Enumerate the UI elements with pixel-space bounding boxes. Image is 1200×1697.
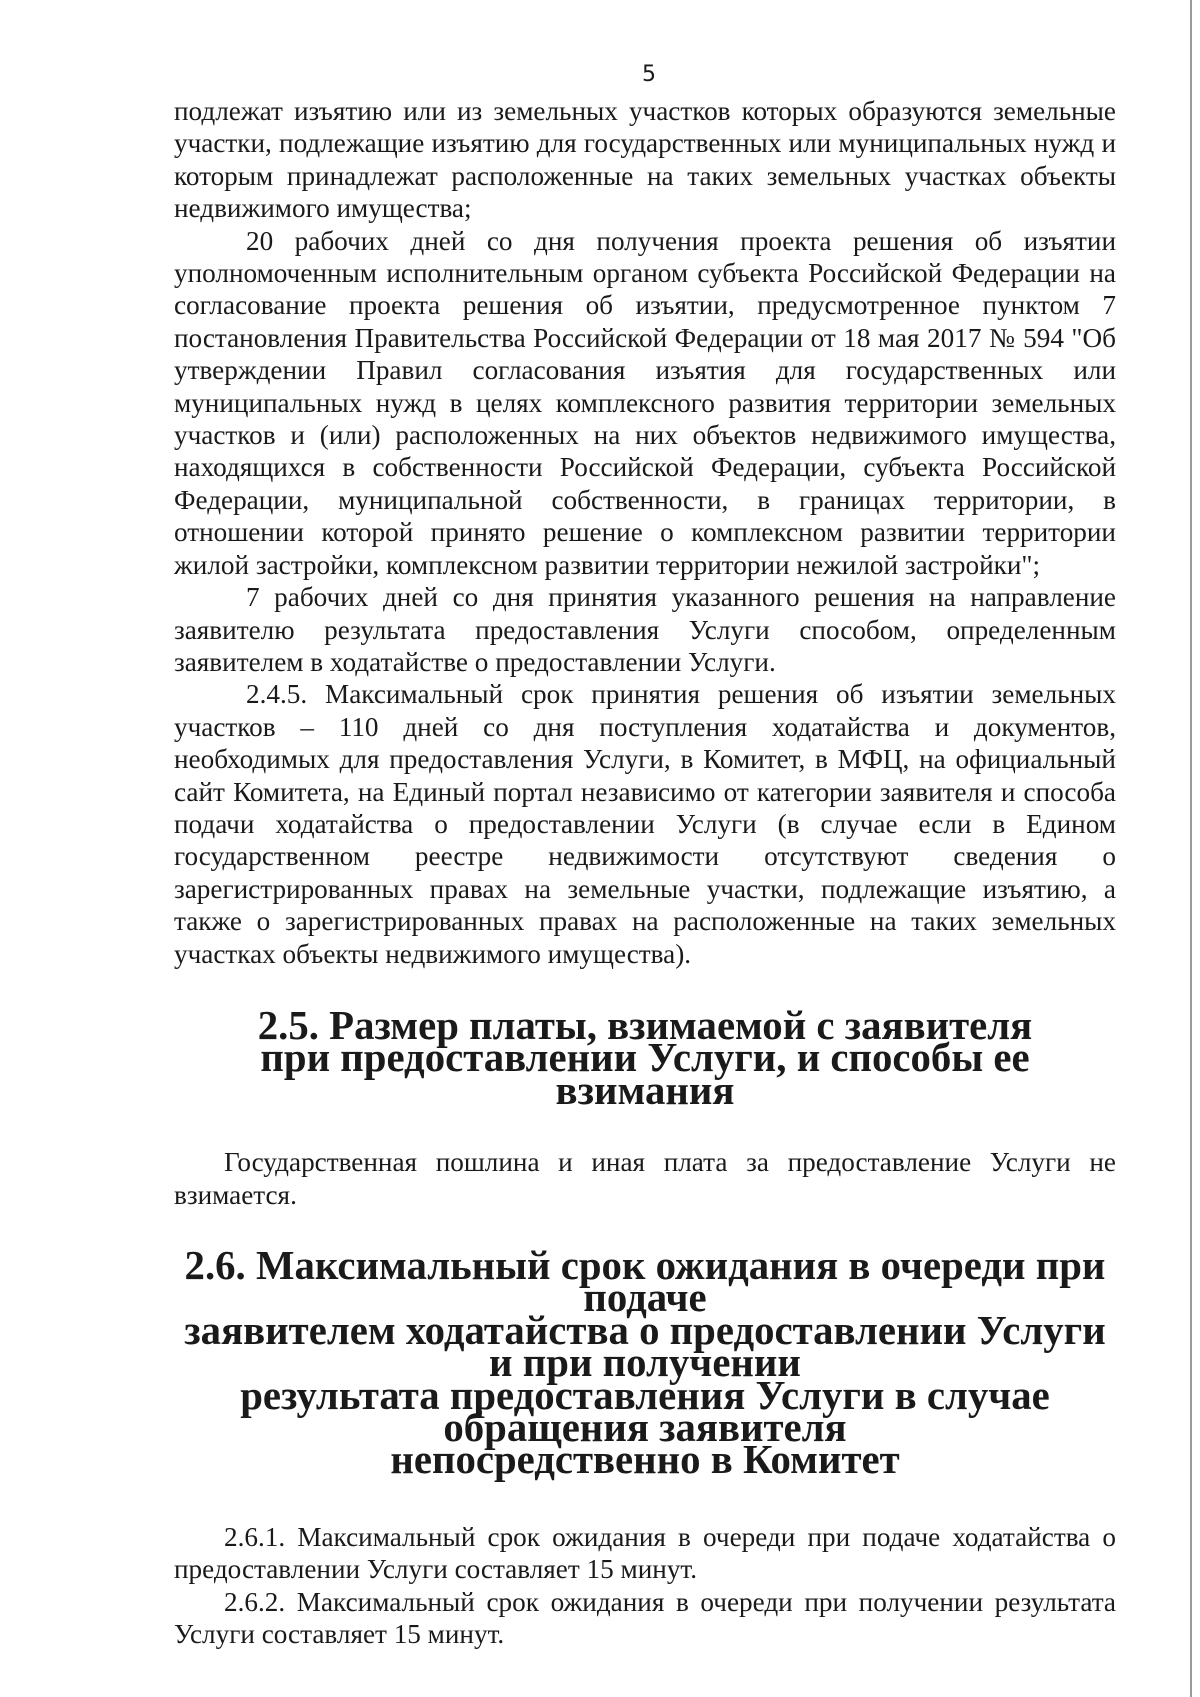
paragraph-20-days: 20 рабочих дней со дня получения проекта решения об изъятии уполномоченным исполнительным органом субъекта Российской Федерации на согласование проекта решения об изъятии, предусмотренное пунктом 7 постановления Правительства Российской Федерации от 18 мая 2017 № 594 "Об утверждении Правил согласования изъятия для государственных или муниципальных нужд в целях комплексного развития территории земельных участков и (или) расположенных на них объектов недвижимого имущества, находящихся в собственности Российской Федерации, субъекта Российской Федерации, муниципальной собственности, в границах территории, в отношении которой принято решение о комплексном развитии территории жилой застройки, комплексном развитии территории нежилой застройки"; (174, 225, 1116, 580)
section-2-5-heading (174, 1002, 1116, 1113)
section-2-5-heading-line: при предоставлении Услуги, и способы ее взимания (260, 1035, 1030, 1113)
section-2-6-heading-line: заявителем ходатайства о предоставлении Услуги и при получении (184, 1307, 1106, 1386)
page-edge-line (1190, 0, 1192, 1697)
section-2-6-heading-line: результата предоставления Услуги в случае обращения заявителя (240, 1372, 1050, 1451)
section-2-6-heading-line: 2.6. Максимальный срок ожидания в очереди при подаче (184, 1243, 1106, 1321)
paragraph-2-4-5: 2.4.5. Максимальный срок принятия решения об изъятии земельных участков – 110 дней со дня поступления ходатайства и документов, необходимых для предоставления Услуги, в Комитет, в МФЦ, на официальный сайт Комитета, на Единый портал независимо от категории заявителя и способа подачи ходатайства о предоставлении Услуги (в случае если в Едином государственном реестре недвижимости отсутствуют сведения о зарегистрированных правах на земельные участки, подлежащие изъятию, а также о зарегистрированных правах на расположенные на таких земельных участках объекты недвижимого имущества). (174, 679, 1116, 969)
section-2-6-heading-line: непосредственно в Комитет (390, 1437, 900, 1483)
document-body (174, 95, 1116, 1650)
section-2-6-heading (174, 1243, 1116, 1483)
section-2-6-1-text: 2.6.1. Максимальный срок ожидания в очереди при подаче ходатайства о предоставлении Услуги составляет 15 минут. (174, 1521, 1116, 1585)
section-2-5-heading-line: 2.5. Размер платы, взимаемой с заявителя (257, 1002, 1033, 1048)
paragraph-7-days: 7 рабочих дней со дня принятия указанного решения на направление заявителю результата предоставления Услуги способом, определенным заявителем в ходатайстве о предоставлении Услуги. (174, 582, 1116, 677)
paragraph-continuation: подлежат изъятию или из земельных участков которых образуются земельные участки, подлежащие изъятию для государственных или муниципальных нужд и которым принадлежат расположенные на таких земельных участках объекты недвижимого имущества; (174, 96, 1116, 224)
section-2-6-2-text: 2.6.2. Максимальный срок ожидания в очереди при получении результата Услуги составляет 15 минут. (174, 1586, 1116, 1650)
section-2-5-text: Государственная пошлина и иная плата за предоставление Услуги не взимается. (174, 1147, 1116, 1210)
page-number: 5 (642, 62, 656, 87)
